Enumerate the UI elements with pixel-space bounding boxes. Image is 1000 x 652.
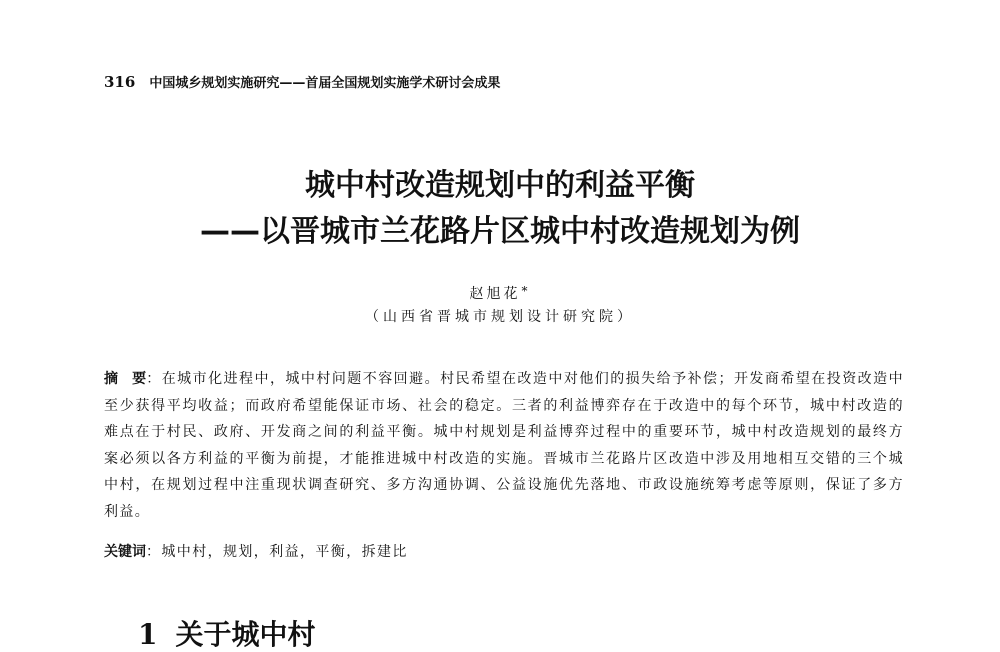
section-heading <box>138 618 316 652</box>
abstract-label-char-1: 摘 <box>104 371 119 387</box>
abstract-text: 在城市化进程中，城中村问题不容回避。村民希望在改造中对他们的损失给予补偿；开发商希望在投资改造中至少获得平均收益；而政府希望能保证市场、社会的稳定。三者的利益博弈存在于改造中的每个环节，城中村改造的难点在于村民、政府、开发商之间的利益平衡。城中村规划是利益博弈过程中的重要环节，城中村改造规划的最终方案必须以各方利益的平衡为前提，才能推进城中村改造的实施。晋城市兰花路片区改造中涉及用地相互交错的三个城中村，在规划过程中注重现状调查研究、多方沟通协调、公益设施优先落地、市政设施统筹考虑等原则，保证了多方利益。 <box>104 371 905 520</box>
keywords-label: 关键词 <box>104 544 146 560</box>
page-number: 316 <box>104 73 136 91</box>
series-title: 中国城乡规划实施研究——首届全国规划实施学术研讨会成果 <box>149 76 501 91</box>
section-number: 1 <box>138 618 158 651</box>
abstract-label <box>104 371 146 387</box>
author-affiliation: （山西省晋城市规划设计研究院） <box>365 309 635 325</box>
abstract-label-char-2: 要 <box>132 371 147 387</box>
abstract <box>104 366 904 525</box>
paper-title <box>0 164 1000 254</box>
author-name: 赵旭花 <box>469 286 521 302</box>
author-footnote-mark: * <box>521 284 531 298</box>
keywords <box>104 541 408 561</box>
abstract-separator: ： <box>146 371 162 387</box>
author-block <box>0 284 1000 328</box>
keywords-separator: ： <box>146 544 162 560</box>
section-title: 关于城中村 <box>175 618 316 651</box>
title-subtitle: ——以晋城市兰花路片区城中村改造规划为例 <box>200 214 800 249</box>
running-header <box>104 72 500 91</box>
author-line <box>0 284 1000 304</box>
keywords-text: 城中村，规划，利益，平衡，拆建比 <box>161 544 408 560</box>
title-main: 城中村改造规划中的利益平衡 <box>305 168 695 203</box>
